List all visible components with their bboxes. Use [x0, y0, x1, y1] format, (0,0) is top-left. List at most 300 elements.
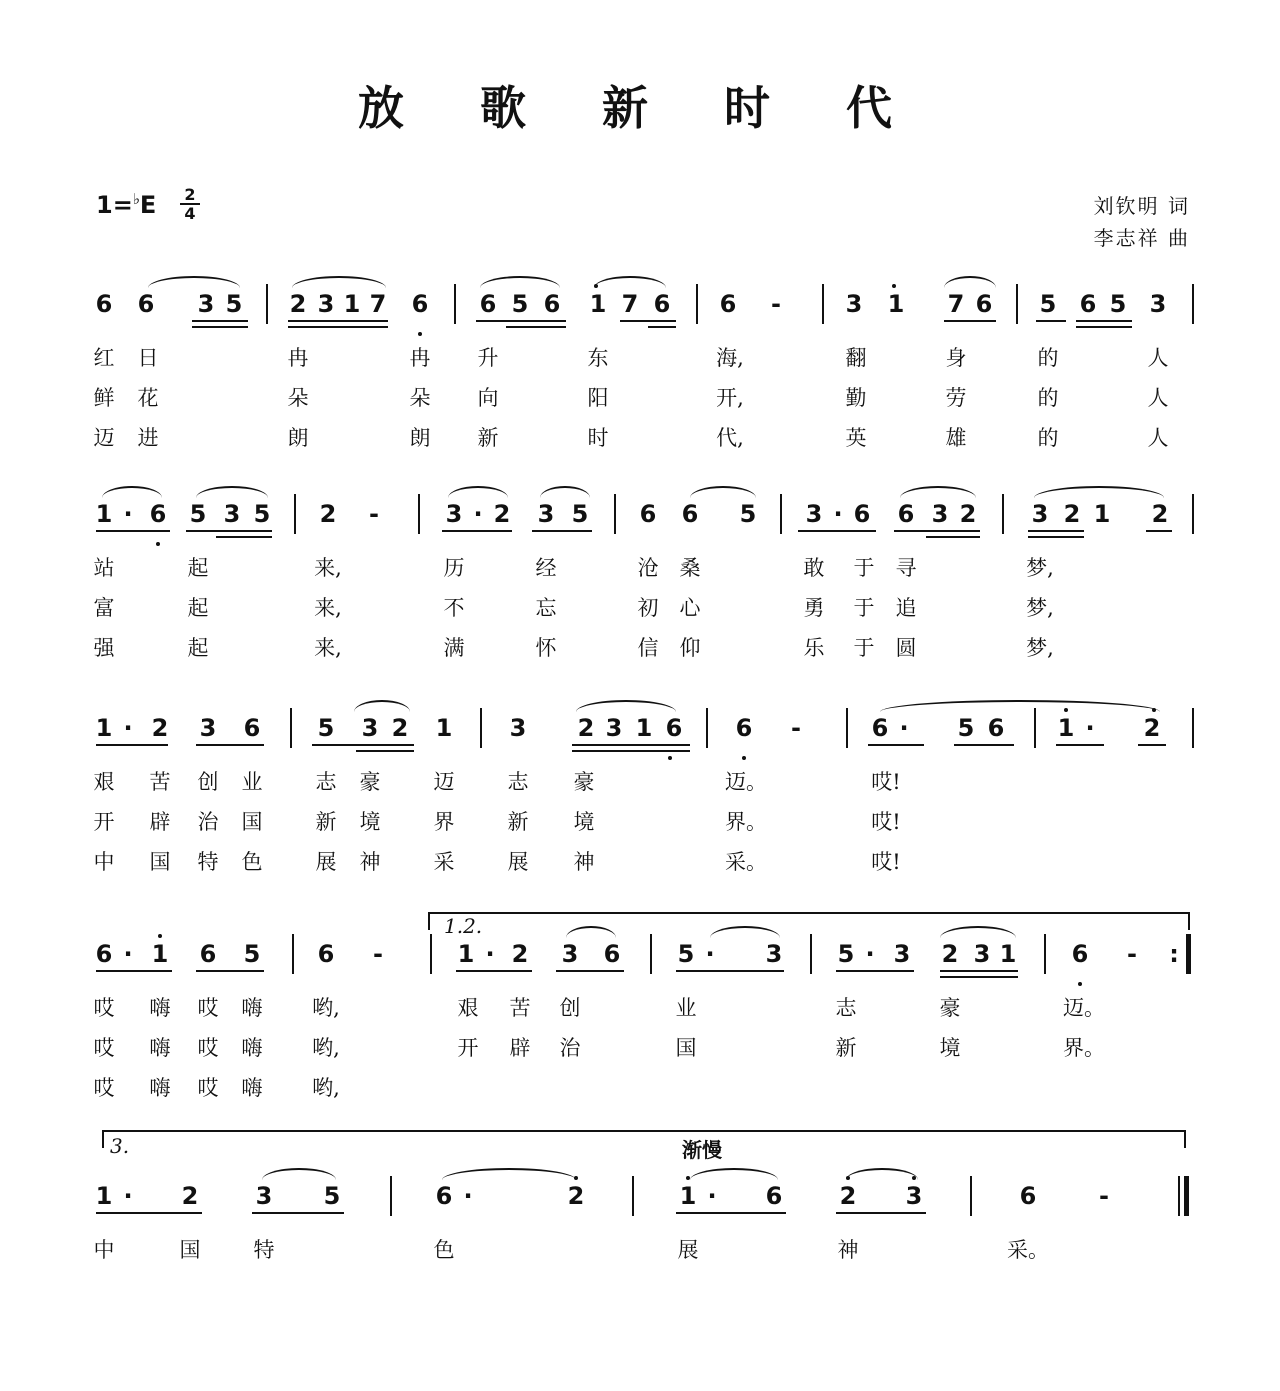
note: 1 [457, 940, 475, 968]
duration-underline [894, 530, 980, 532]
lyric: 鲜 [93, 386, 115, 410]
slur [292, 276, 386, 288]
note: 5 [1039, 290, 1057, 318]
duration-underline [926, 536, 980, 538]
lyric: 界。 [1063, 1036, 1105, 1060]
slur [448, 486, 508, 498]
note: · [463, 1182, 473, 1210]
duration-underline [1138, 744, 1166, 746]
lyric: 翻 [845, 346, 867, 370]
lyric: 辟 [149, 810, 171, 834]
lyric: 信 [637, 636, 659, 660]
lyric: 国 [241, 810, 263, 834]
note: 5 [739, 500, 757, 528]
note: 1 [343, 290, 361, 318]
note: · [123, 500, 133, 528]
note: 3 [973, 940, 991, 968]
duration-underline [572, 744, 690, 746]
lyric: 朗 [409, 426, 431, 450]
duration-underline [96, 744, 168, 746]
lyric: 新 [315, 810, 337, 834]
bar-line [696, 284, 698, 324]
duration-underline [572, 750, 690, 752]
note: 3 [445, 500, 463, 528]
note: 2 [511, 940, 529, 968]
bar-line [706, 708, 708, 748]
lyric: 开, [716, 386, 744, 410]
note: 3 [255, 1182, 273, 1210]
duration-underline [836, 970, 914, 972]
bar-line [430, 934, 432, 974]
duration-underline [1076, 326, 1132, 328]
lyric: 花 [137, 386, 159, 410]
note: 6 [243, 714, 261, 742]
lyric: 神 [837, 1238, 859, 1262]
note: · [865, 940, 875, 968]
lyric: 代, [716, 426, 744, 450]
note: 5 [253, 500, 271, 528]
note: 2 [959, 500, 977, 528]
note: 3 [931, 500, 949, 528]
lyric: 梦, [1026, 636, 1054, 660]
volta-label-3: 3. [110, 1134, 130, 1158]
note: 6 [735, 714, 753, 742]
duration-underline [186, 530, 272, 532]
note: 6 [435, 1182, 453, 1210]
slur [442, 1168, 576, 1180]
slur [1034, 486, 1164, 498]
duration-underline [1056, 744, 1104, 746]
note: 1 [887, 290, 905, 318]
duration-underline [1028, 530, 1084, 532]
note: · [705, 940, 715, 968]
note: - [1127, 940, 1137, 968]
lyric: 于 [853, 596, 875, 620]
lyric: 迈 [93, 426, 115, 450]
note: 6 [149, 500, 167, 528]
lyric: 界。 [725, 810, 767, 834]
note: 5 [837, 940, 855, 968]
note: 5 [243, 940, 261, 968]
note: · [123, 940, 133, 968]
lyric: 辟 [509, 1036, 531, 1060]
lyric: 开 [93, 810, 115, 834]
duration-underline [798, 530, 876, 532]
duration-underline [196, 744, 264, 746]
note: · [833, 500, 843, 528]
key-tonic: E [139, 191, 157, 219]
lyric: 哎 [93, 1036, 115, 1060]
lyric: 展 [315, 850, 337, 874]
lyric: 创 [559, 996, 581, 1020]
note: 3 [1149, 290, 1167, 318]
volta-bracket-3 [102, 1130, 1186, 1148]
note: 3 [223, 500, 241, 528]
lyric: 哎 [93, 996, 115, 1020]
time-numerator: 2 [180, 186, 200, 205]
lyric: 的 [1037, 346, 1059, 370]
note: 2 [151, 714, 169, 742]
slur [102, 486, 162, 498]
lyric: 志 [507, 770, 529, 794]
note: 7 [621, 290, 639, 318]
lyric: 嗨 [149, 1036, 171, 1060]
note: 6 [317, 940, 335, 968]
lyric: 站 [93, 556, 115, 580]
lyric: 梦, [1026, 556, 1054, 580]
lyric: 敢 [803, 556, 825, 580]
composer-credit: 李志祥 曲 [1093, 226, 1190, 250]
note: 3 [361, 714, 379, 742]
slur [354, 700, 410, 712]
lyric: 海, [716, 346, 744, 370]
note: 6 [95, 940, 113, 968]
lyric: 中 [93, 1238, 115, 1262]
duration-underline [476, 320, 566, 322]
lyric: 英 [845, 426, 867, 450]
lyric: 境 [359, 810, 381, 834]
slur [846, 1168, 918, 1180]
lyric: 采。 [725, 850, 767, 874]
bar-line [418, 494, 420, 534]
lyric: 豪 [359, 770, 381, 794]
lyric: 冉 [409, 346, 431, 370]
lyric: 乐 [803, 636, 825, 660]
duration-underline [1028, 536, 1084, 538]
lyric: 界 [433, 810, 455, 834]
note: 3 [805, 500, 823, 528]
note: 3 [317, 290, 335, 318]
note: 6 [1079, 290, 1097, 318]
bar-line [1192, 708, 1194, 748]
lyric: 境 [573, 810, 595, 834]
bar-line [1184, 1176, 1189, 1216]
note: 6 [543, 290, 561, 318]
lyric: 来, [314, 596, 342, 620]
note: 6 [975, 290, 993, 318]
duration-underline [1146, 530, 1172, 532]
lyric: 嗨 [149, 1076, 171, 1100]
bar-line [454, 284, 456, 324]
note: 6 [603, 940, 621, 968]
lyric: 采。 [1007, 1238, 1049, 1262]
lyric: 哎 [197, 996, 219, 1020]
duration-underline [216, 536, 272, 538]
bar-line [970, 1176, 972, 1216]
lyric: 红 [93, 346, 115, 370]
bar-line [650, 934, 652, 974]
lyric: 展 [507, 850, 529, 874]
lyric: 满 [443, 636, 465, 660]
note: 5 [225, 290, 243, 318]
note: 1 [435, 714, 453, 742]
note: - [791, 714, 801, 742]
duration-underline [1036, 320, 1066, 322]
lyric: 朵 [287, 386, 309, 410]
note: 3 [537, 500, 555, 528]
note: 3 [561, 940, 579, 968]
note: : [1169, 940, 1179, 968]
lyric: 进 [137, 426, 159, 450]
slur [262, 1168, 336, 1180]
note: 2 [1151, 500, 1169, 528]
lyric: 治 [559, 1036, 581, 1060]
lyric: 哟, [312, 1036, 340, 1060]
note: 2 [567, 1182, 585, 1210]
note: 5 [511, 290, 529, 318]
note: 5 [957, 714, 975, 742]
note: 5 [571, 500, 589, 528]
volta-label-12: 1.2. [444, 914, 483, 938]
duration-underline [96, 530, 170, 532]
lyric: 哎 [197, 1036, 219, 1060]
slur [540, 486, 590, 498]
note: 1 [1093, 500, 1111, 528]
lyric: 于 [853, 636, 875, 660]
lyric: 来, [314, 556, 342, 580]
octave-dot-high [686, 1176, 690, 1180]
lyric: 哎! [871, 770, 901, 794]
note: 6 [95, 290, 113, 318]
lyric: 新 [507, 810, 529, 834]
slur [196, 486, 268, 498]
note: 3 [197, 290, 215, 318]
lyric: 起 [187, 596, 209, 620]
note: 6 [1019, 1182, 1037, 1210]
duration-underline [944, 320, 996, 322]
duration-underline [556, 970, 624, 972]
note: · [1085, 714, 1095, 742]
octave-dot-high [1064, 708, 1068, 712]
duration-underline [356, 750, 414, 752]
lyric: 采 [433, 850, 455, 874]
note: 2 [289, 290, 307, 318]
duration-underline [836, 1212, 926, 1214]
lyric: 业 [675, 996, 697, 1020]
lyric: 志 [315, 770, 337, 794]
lyric: 心 [679, 596, 701, 620]
octave-dot-low [418, 332, 422, 336]
lyric: 新 [477, 426, 499, 450]
note: 6 [719, 290, 737, 318]
note: 1 [999, 940, 1017, 968]
duration-underline [252, 1212, 344, 1214]
time-signature [180, 186, 200, 222]
note: · [123, 714, 133, 742]
duration-underline [506, 326, 566, 328]
duration-underline [532, 530, 592, 532]
lyric: 国 [675, 1036, 697, 1060]
note: · [473, 500, 483, 528]
note: 2 [941, 940, 959, 968]
note: 6 [137, 290, 155, 318]
lyric: 迈。 [725, 770, 767, 794]
note: - [369, 500, 379, 528]
note: 2 [1143, 714, 1161, 742]
lyric: 劳 [945, 386, 967, 410]
key-signature [96, 190, 156, 219]
lyric: 历 [443, 556, 465, 580]
lyric: 朵 [409, 386, 431, 410]
bar-line [822, 284, 824, 324]
lyric: 特 [253, 1238, 275, 1262]
bar-line [266, 284, 268, 324]
flat-sign: ♭ [132, 190, 140, 208]
slur [148, 276, 240, 288]
duration-underline [442, 530, 512, 532]
note: 6 [479, 290, 497, 318]
note: 6 [681, 500, 699, 528]
duration-underline [196, 970, 264, 972]
note: 1 [679, 1182, 697, 1210]
lyric: 起 [187, 636, 209, 660]
final-bar-thin [1178, 1176, 1180, 1216]
lyric: 寻 [895, 556, 917, 580]
lyric: 展 [677, 1238, 699, 1262]
key-prefix: 1= [96, 191, 133, 219]
octave-dot-low [668, 756, 672, 760]
lyric: 新 [835, 1036, 857, 1060]
note: · [899, 714, 909, 742]
note: 1 [95, 500, 113, 528]
lyric: 志 [835, 996, 857, 1020]
slur [900, 486, 976, 498]
lyric: 嗨 [149, 996, 171, 1020]
slur [690, 1168, 778, 1180]
lyricist-credit: 刘钦明 词 [1093, 194, 1190, 218]
octave-dot-high [594, 284, 598, 288]
bar-line [1034, 708, 1036, 748]
note: 3 [199, 714, 217, 742]
note: 6 [1071, 940, 1089, 968]
lyric: 特 [197, 850, 219, 874]
bar-line [810, 934, 812, 974]
duration-underline [620, 320, 676, 322]
lyric: 东 [587, 346, 609, 370]
lyric: 雄 [945, 426, 967, 450]
lyric: 哎! [871, 810, 901, 834]
note: 2 [493, 500, 511, 528]
note: 6 [199, 940, 217, 968]
duration-underline [288, 320, 388, 322]
lyric: 人 [1147, 386, 1169, 410]
lyric: 嗨 [241, 1036, 263, 1060]
lyric: 怀 [535, 636, 557, 660]
duration-underline [940, 976, 1018, 978]
duration-underline [312, 744, 414, 746]
note: - [1099, 1182, 1109, 1210]
lyric: 创 [197, 770, 219, 794]
slur [480, 276, 560, 288]
bar-line [294, 494, 296, 534]
duration-underline [456, 970, 532, 972]
note: 6 [853, 500, 871, 528]
note: 6 [871, 714, 889, 742]
slur [880, 700, 1160, 712]
lyric: 初 [637, 596, 659, 620]
lyric: 苦 [149, 770, 171, 794]
lyric: 强 [93, 636, 115, 660]
note: 6 [765, 1182, 783, 1210]
note: 1 [151, 940, 169, 968]
duration-underline [96, 1212, 202, 1214]
lyric: 于 [853, 556, 875, 580]
lyric: 起 [187, 556, 209, 580]
lyric: 时 [587, 426, 609, 450]
bar-line [632, 1176, 634, 1216]
bar-line [290, 708, 292, 748]
duration-underline [940, 970, 1018, 972]
bar-line [1002, 494, 1004, 534]
lyric: 色 [433, 1238, 455, 1262]
lyric: 圆 [895, 636, 917, 660]
note: 3 [509, 714, 527, 742]
lyric: 富 [93, 596, 115, 620]
lyric: 哎! [871, 850, 901, 874]
note: 6 [639, 500, 657, 528]
lyric: 沧 [637, 556, 659, 580]
note: 5 [189, 500, 207, 528]
lyric: 梦, [1026, 596, 1054, 620]
bar-line [390, 1176, 392, 1216]
lyric: 哟, [312, 1076, 340, 1100]
lyric: 哟, [312, 996, 340, 1020]
note: 5 [323, 1182, 341, 1210]
lyric: 人 [1147, 426, 1169, 450]
note: 3 [905, 1182, 923, 1210]
slur [576, 700, 676, 712]
octave-dot-low [742, 756, 746, 760]
duration-underline [192, 320, 248, 322]
lyric: 色 [241, 850, 263, 874]
lyric: 不 [443, 596, 465, 620]
lyric: 经 [535, 556, 557, 580]
bar-line [1016, 284, 1018, 324]
bar-line [846, 708, 848, 748]
lyric: 身 [945, 346, 967, 370]
lyric: 冉 [287, 346, 309, 370]
bar-line [292, 934, 294, 974]
note: 1 [95, 714, 113, 742]
lyric: 业 [241, 770, 263, 794]
lyric: 艰 [93, 770, 115, 794]
lyric: 境 [939, 1036, 961, 1060]
note: 2 [319, 500, 337, 528]
octave-dot-high [1152, 708, 1156, 712]
duration-underline [676, 1212, 786, 1214]
octave-dot-high [912, 1176, 916, 1180]
note: 3 [845, 290, 863, 318]
lyric: 升 [477, 346, 499, 370]
note: 2 [1063, 500, 1081, 528]
duration-underline [648, 326, 676, 328]
lyric: 勇 [803, 596, 825, 620]
bar-line [1192, 284, 1194, 324]
bar-line [1044, 934, 1046, 974]
lyric: 国 [179, 1238, 201, 1262]
duration-underline [868, 744, 924, 746]
note: 1 [1057, 714, 1075, 742]
note: 1 [95, 1182, 113, 1210]
lyric: 追 [895, 596, 917, 620]
octave-dot-low [156, 542, 160, 546]
note: 5 [317, 714, 335, 742]
lyric: 来, [314, 636, 342, 660]
note: 6 [411, 290, 429, 318]
lyric: 勤 [845, 386, 867, 410]
lyric: 苦 [509, 996, 531, 1020]
note: 6 [987, 714, 1005, 742]
